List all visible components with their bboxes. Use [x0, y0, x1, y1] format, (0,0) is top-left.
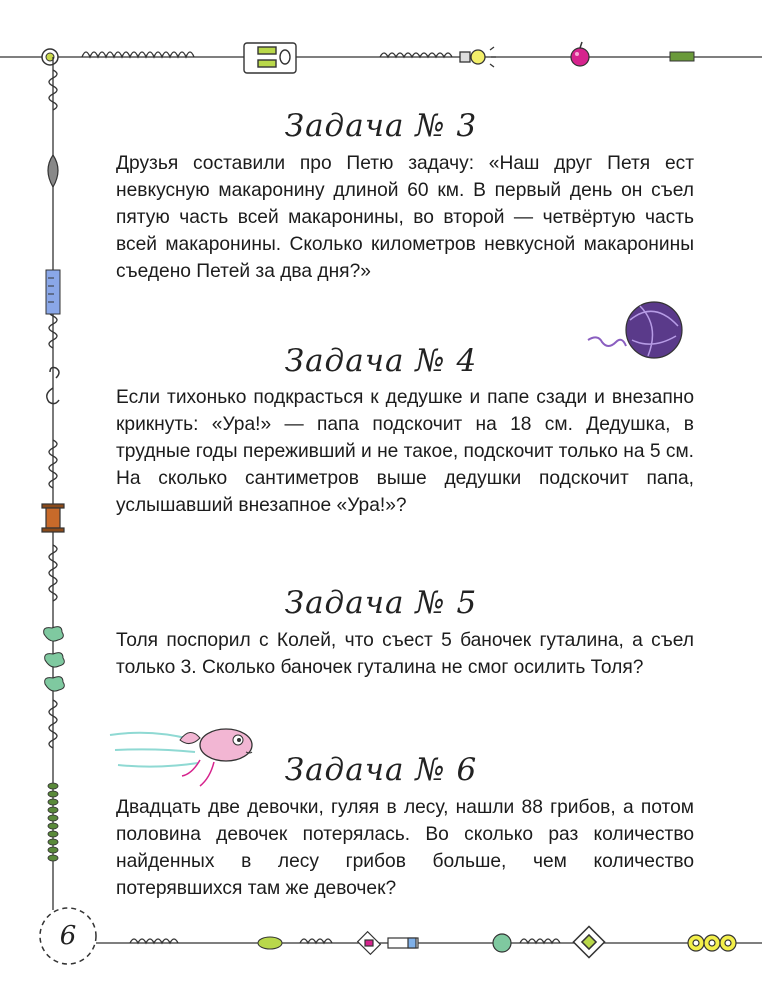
diamond-icon	[573, 926, 604, 957]
task-3-title: Задача № 3	[284, 108, 478, 144]
pin-icon	[358, 932, 418, 955]
task-5-text: Толя поспорил с Колей, что съест 5 баночек гуталина, а съел только 3. Сколько баночек гуталина не смог осилить Толя?	[116, 630, 694, 678]
corner-knot-icon	[42, 49, 58, 65]
ball-icon	[493, 934, 511, 952]
apple-icon	[571, 42, 589, 66]
page-number: 6	[59, 921, 77, 951]
socket-icon	[244, 43, 296, 73]
bottom-border	[96, 939, 762, 943]
ruler-icon	[46, 270, 60, 314]
spool-icon	[42, 504, 64, 532]
green-bar-icon	[670, 52, 694, 61]
bead-icon	[258, 937, 282, 949]
seed-icon	[48, 155, 58, 187]
task-4-title: Задача № 4	[284, 343, 478, 379]
task-3-text: Друзья составили про Петю задачу: «Наш друг Петя ест невкусную макаронину длиной 60 км. В первый день он съел пятую часть всей макаронины, во второй — четвёртую часть всей макаронины. Сколько километров невкусной макаронины съедено Петей за два дня?»	[116, 153, 694, 282]
task-4-text: Если тихонько подкрасться к дедушке и папе сзади и внезапно крикнуть: «Ура!» — папа подскочит на 18 см. Дедушка, в трудные годы переживший и не такое, подскочит только на 5 см. На сколько сантиметров выше дедушки подскочит папа, услышавший внезапное «Ура!»?	[116, 387, 694, 516]
top-border	[0, 52, 762, 57]
task-5-title: Задача № 5	[284, 585, 478, 621]
rings-icon	[688, 935, 736, 951]
leaves-icon	[44, 627, 65, 691]
task-6-title: Задача № 6	[284, 752, 478, 788]
task-6-text: Двадцать две девочки, гуляя в лесу, нашли 88 грибов, а потом половина девочек потерялась. Во сколько раз количество найденных в лесу грибов больше, чем количество потерявшихся там же девочек?	[116, 797, 694, 899]
